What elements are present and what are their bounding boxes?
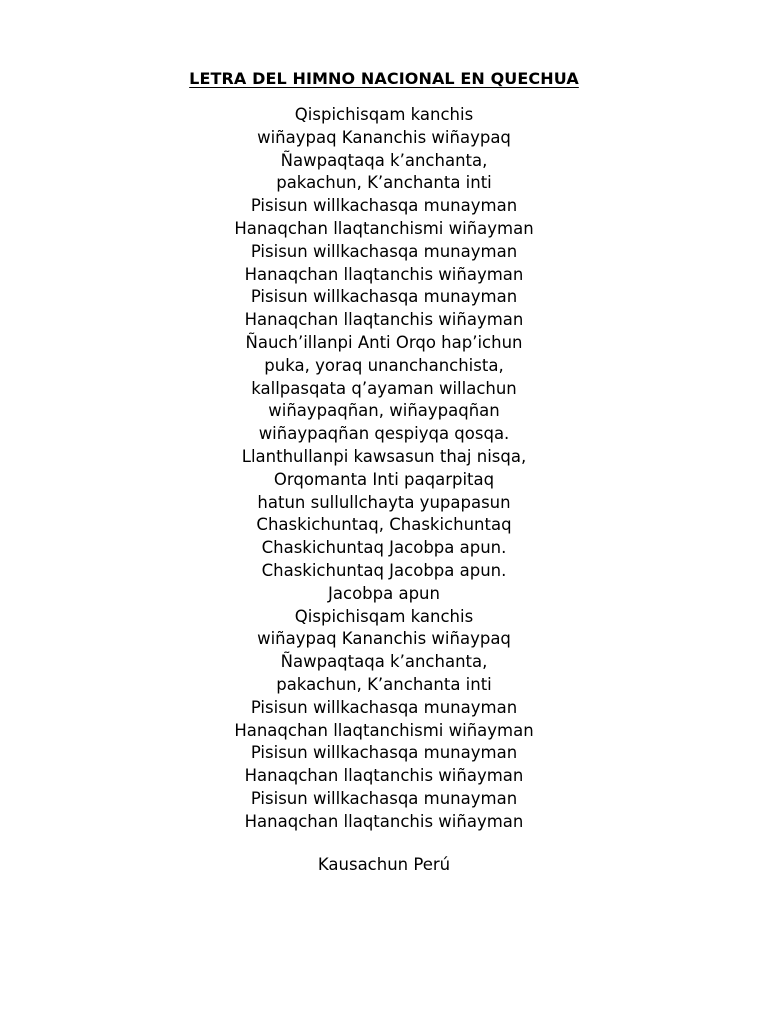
lyric-line: Jacobpa apun bbox=[328, 583, 440, 603]
lyric-line: Llanthullanpi kawsasun thaj nisqa, bbox=[241, 446, 527, 466]
lyric-line: Hanaqchan llaqtanchismi wiñayman bbox=[234, 720, 534, 740]
lyric-line: Orqomanta Inti paqarpitaq bbox=[273, 469, 495, 489]
lyric-line: Pisisun willkachasqa munayman bbox=[250, 697, 518, 717]
closing-line: Kausachun Perú bbox=[317, 855, 451, 874]
lyric-line: Qispichisqam kanchis bbox=[294, 105, 474, 124]
lyric-line: Hanaqchan llaqtanchis wiñayman bbox=[244, 766, 524, 786]
lyric-line: Ñawpaqtaqa k’anchanta, bbox=[280, 150, 488, 170]
lyric-line: Ñauch’illanpi Anti Orqo hap’ichun bbox=[245, 332, 523, 352]
lyric-line: puka, yoraq unanchanchista, bbox=[264, 355, 504, 375]
lyric-line: Pisisun willkachasqa munayman bbox=[250, 743, 518, 763]
lyric-line: wiñaypaqñan qespiyqa qosqa. bbox=[258, 424, 510, 444]
lyric-line: pakachun, K’anchanta inti bbox=[276, 173, 492, 193]
lyric-line: pakachun, K’anchanta inti bbox=[276, 674, 492, 694]
lyric-line: Pisisun willkachasqa munayman bbox=[250, 241, 518, 261]
lyric-line: wiñaypaq Kananchis wiñaypaq bbox=[257, 127, 511, 147]
lyric-line: Chaskichuntaq Jacobpa apun. bbox=[261, 538, 507, 558]
lyric-line: wiñaypaq Kananchis wiñaypaq bbox=[257, 629, 511, 649]
lyric-line: Chaskichuntaq Jacobpa apun. bbox=[261, 560, 507, 580]
lyric-line: kallpasqata q’ayaman willachun bbox=[251, 378, 517, 398]
lyric-line: wiñaypaqñan, wiñaypaqñan bbox=[268, 401, 500, 421]
lyric-line: Hanaqchan llaqtanchis wiñayman bbox=[244, 811, 524, 831]
lyric-line: hatun sullullchayta yupapasun bbox=[257, 492, 511, 512]
lyric-line: Pisisun willkachasqa munayman bbox=[250, 287, 518, 307]
lyric-line: Ñawpaqtaqa k’anchanta, bbox=[280, 652, 488, 672]
lyrics-block bbox=[0, 104, 768, 834]
lyric-line: Pisisun willkachasqa munayman bbox=[250, 196, 518, 216]
document-title: LETRA DEL HIMNO NACIONAL EN QUECHUA bbox=[189, 69, 579, 88]
lyric-line: Hanaqchan llaqtanchismi wiñayman bbox=[234, 218, 534, 238]
lyric-line: Hanaqchan llaqtanchis wiñayman bbox=[244, 264, 524, 284]
lyric-line: Qispichisqam kanchis bbox=[294, 606, 474, 626]
lyric-line: Chaskichuntaq, Chaskichuntaq bbox=[256, 515, 512, 535]
lyric-line: Hanaqchan llaqtanchis wiñayman bbox=[244, 310, 524, 330]
lyric-line: Pisisun willkachasqa munayman bbox=[250, 788, 518, 808]
